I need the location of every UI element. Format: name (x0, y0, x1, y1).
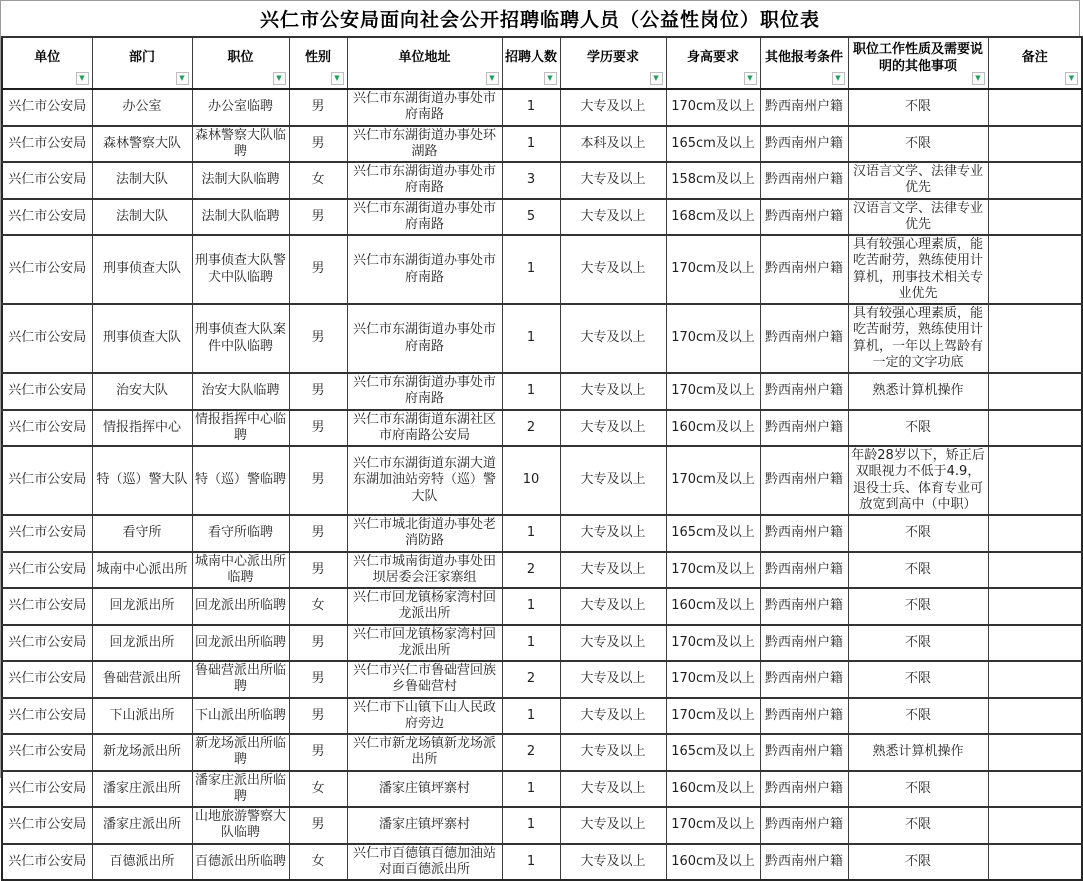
cell-job_nature: 汉语言文学、法律专业优先 (848, 162, 988, 199)
cell-address: 兴仁市回龙镇杨家湾村回龙派出所 (347, 625, 502, 662)
cell-gender: 男 (289, 661, 347, 698)
cell-other_conditions: 黔西南州户籍 (760, 235, 848, 304)
cell-other_conditions: 黔西南州户籍 (760, 162, 848, 199)
cell-remark (988, 162, 1082, 199)
column-header-label: 职位工作性质及需要说明的其他事项 (852, 42, 983, 74)
column-header-label: 单位 (34, 50, 61, 66)
filter-dropdown-icon[interactable]: ▼ (650, 72, 663, 85)
cell-other_conditions: 黔西南州户籍 (760, 588, 848, 625)
cell-height_req: 170cm及以上 (666, 373, 760, 410)
cell-headcount: 10 (502, 446, 560, 515)
cell-education: 大专及以上 (560, 625, 666, 662)
table-row (2, 126, 1082, 163)
cell-remark (988, 410, 1082, 447)
cell-height_req: 165cm及以上 (666, 515, 760, 552)
cell-gender: 女 (289, 588, 347, 625)
column-header-education (560, 37, 666, 89)
cell-headcount: 1 (502, 235, 560, 304)
cell-remark (988, 661, 1082, 698)
cell-gender: 男 (289, 552, 347, 589)
cell-unit: 兴仁市公安局 (2, 235, 92, 304)
cell-remark (988, 625, 1082, 662)
cell-height_req: 170cm及以上 (666, 446, 760, 515)
cell-education: 大专及以上 (560, 661, 666, 698)
cell-height_req: 170cm及以上 (666, 661, 760, 698)
cell-education: 大专及以上 (560, 734, 666, 771)
cell-education: 大专及以上 (560, 410, 666, 447)
table-row (2, 162, 1082, 199)
cell-remark (988, 807, 1082, 844)
cell-department: 百德派出所 (92, 844, 192, 881)
cell-unit: 兴仁市公安局 (2, 807, 92, 844)
cell-position: 回龙派出所临聘 (192, 588, 289, 625)
cell-headcount: 2 (502, 410, 560, 447)
cell-address: 兴仁市东湖街道办事处市府南路 (347, 162, 502, 199)
cell-gender: 男 (289, 807, 347, 844)
column-header-label: 职位 (227, 50, 254, 66)
cell-unit: 兴仁市公安局 (2, 162, 92, 199)
column-header-height_req (666, 37, 760, 89)
column-header-label: 备注 (1021, 50, 1048, 66)
cell-gender: 女 (289, 162, 347, 199)
cell-department: 森林警察大队 (92, 126, 192, 163)
cell-other_conditions: 黔西南州户籍 (760, 844, 848, 881)
cell-height_req: 160cm及以上 (666, 410, 760, 447)
cell-unit: 兴仁市公安局 (2, 771, 92, 808)
cell-headcount: 2 (502, 661, 560, 698)
table-row (2, 89, 1082, 126)
table-row (2, 661, 1082, 698)
column-header-label: 招聘人数 (504, 50, 557, 66)
cell-education: 大专及以上 (560, 304, 666, 373)
cell-unit: 兴仁市公安局 (2, 552, 92, 589)
cell-position: 潘家庄派出所临聘 (192, 771, 289, 808)
cell-department: 潘家庄派出所 (92, 771, 192, 808)
cell-unit: 兴仁市公安局 (2, 304, 92, 373)
cell-unit: 兴仁市公安局 (2, 446, 92, 515)
filter-dropdown-icon[interactable]: ▼ (972, 72, 985, 85)
cell-headcount: 1 (502, 625, 560, 662)
table-row (2, 844, 1082, 881)
cell-height_req: 158cm及以上 (666, 162, 760, 199)
cell-position: 刑事侦查大队案件中队临聘 (192, 304, 289, 373)
cell-job_nature: 不限 (848, 126, 988, 163)
cell-other_conditions: 黔西南州户籍 (760, 373, 848, 410)
table-header-row (2, 37, 1082, 89)
table-row (2, 373, 1082, 410)
table-row (2, 515, 1082, 552)
cell-position: 刑事侦查大队警犬中队临聘 (192, 235, 289, 304)
cell-headcount: 2 (502, 734, 560, 771)
cell-position: 治安大队临聘 (192, 373, 289, 410)
table-row (2, 625, 1082, 662)
cell-remark (988, 446, 1082, 515)
column-header-address (347, 37, 502, 89)
cell-position: 特（巡）警临聘 (192, 446, 289, 515)
cell-education: 本科及以上 (560, 126, 666, 163)
cell-remark (988, 552, 1082, 589)
cell-department: 情报指挥中心 (92, 410, 192, 447)
cell-position: 森林警察大队临聘 (192, 126, 289, 163)
cell-headcount: 1 (502, 771, 560, 808)
cell-unit: 兴仁市公安局 (2, 625, 92, 662)
cell-position: 城南中心派出所临聘 (192, 552, 289, 589)
cell-address: 兴仁市城北街道办事处老消防路 (347, 515, 502, 552)
cell-unit: 兴仁市公安局 (2, 661, 92, 698)
cell-headcount: 1 (502, 588, 560, 625)
table-row (2, 446, 1082, 515)
cell-other_conditions: 黔西南州户籍 (760, 89, 848, 126)
cell-unit: 兴仁市公安局 (2, 588, 92, 625)
cell-headcount: 5 (502, 199, 560, 236)
filter-dropdown-icon[interactable]: ▼ (331, 72, 344, 85)
cell-address: 兴仁市东湖街道东湖社区市府南路公安局 (347, 410, 502, 447)
cell-gender: 男 (289, 235, 347, 304)
cell-address: 兴仁市兴仁市鲁础营回族乡鲁础营村 (347, 661, 502, 698)
cell-education: 大专及以上 (560, 807, 666, 844)
cell-other_conditions: 黔西南州户籍 (760, 199, 848, 236)
cell-position: 法制大队临聘 (192, 162, 289, 199)
cell-education: 大专及以上 (560, 698, 666, 735)
cell-other_conditions: 黔西南州户籍 (760, 304, 848, 373)
table-row (2, 199, 1082, 236)
cell-headcount: 3 (502, 162, 560, 199)
cell-other_conditions: 黔西南州户籍 (760, 771, 848, 808)
column-header-remark (988, 37, 1082, 89)
cell-department: 刑事侦查大队 (92, 304, 192, 373)
cell-remark (988, 89, 1082, 126)
table-row (2, 410, 1082, 447)
cell-address: 兴仁市东湖街道办事处市府南路 (347, 89, 502, 126)
cell-headcount: 1 (502, 126, 560, 163)
table-row (2, 807, 1082, 844)
filter-dropdown-icon[interactable]: ▼ (1065, 72, 1078, 85)
cell-unit: 兴仁市公安局 (2, 89, 92, 126)
cell-other_conditions: 黔西南州户籍 (760, 515, 848, 552)
cell-department: 治安大队 (92, 373, 192, 410)
cell-position: 下山派出所临聘 (192, 698, 289, 735)
cell-gender: 男 (289, 698, 347, 735)
cell-unit: 兴仁市公安局 (2, 410, 92, 447)
cell-gender: 男 (289, 446, 347, 515)
cell-headcount: 1 (502, 373, 560, 410)
filter-dropdown-icon[interactable]: ▼ (273, 72, 286, 85)
column-header-gender (289, 37, 347, 89)
cell-department: 特（巡）警大队 (92, 446, 192, 515)
cell-other_conditions: 黔西南州户籍 (760, 698, 848, 735)
cell-education: 大专及以上 (560, 162, 666, 199)
cell-address: 兴仁市东湖街道办事处环湖路 (347, 126, 502, 163)
cell-unit: 兴仁市公安局 (2, 373, 92, 410)
cell-job_nature: 具有较强心理素质，能吃苦耐劳，熟练使用计算机，一年以上驾龄有一定的文字功底 (848, 304, 988, 373)
cell-position: 回龙派出所临聘 (192, 625, 289, 662)
cell-education: 大专及以上 (560, 552, 666, 589)
cell-address: 潘家庄镇坪寨村 (347, 807, 502, 844)
cell-gender: 男 (289, 199, 347, 236)
cell-headcount: 1 (502, 89, 560, 126)
cell-remark (988, 235, 1082, 304)
cell-job_nature: 不限 (848, 89, 988, 126)
filter-dropdown-icon[interactable]: ▼ (832, 72, 845, 85)
cell-job_nature: 不限 (848, 552, 988, 589)
column-header-other_conditions (760, 37, 848, 89)
cell-remark (988, 844, 1082, 881)
cell-height_req: 170cm及以上 (666, 698, 760, 735)
cell-department: 城南中心派出所 (92, 552, 192, 589)
filter-dropdown-icon[interactable]: ▼ (76, 72, 89, 85)
cell-gender: 男 (289, 89, 347, 126)
cell-gender: 女 (289, 844, 347, 881)
cell-gender: 男 (289, 373, 347, 410)
cell-other_conditions: 黔西南州户籍 (760, 661, 848, 698)
cell-department: 办公室 (92, 89, 192, 126)
cell-job_nature: 不限 (848, 625, 988, 662)
cell-headcount: 1 (502, 304, 560, 373)
cell-remark (988, 698, 1082, 735)
cell-remark (988, 126, 1082, 163)
cell-remark (988, 199, 1082, 236)
cell-address: 兴仁市新龙场镇新龙场派出所 (347, 734, 502, 771)
column-header-department (92, 37, 192, 89)
cell-remark (988, 304, 1082, 373)
cell-education: 大专及以上 (560, 199, 666, 236)
cell-address: 兴仁市东湖街道办事处市府南路 (347, 373, 502, 410)
cell-headcount: 1 (502, 844, 560, 881)
column-header-headcount (502, 37, 560, 89)
column-header-label: 学历要求 (586, 50, 639, 66)
cell-gender: 男 (289, 734, 347, 771)
cell-job_nature: 不限 (848, 588, 988, 625)
column-header-position (192, 37, 289, 89)
cell-job_nature: 熟悉计算机操作 (848, 373, 988, 410)
cell-address: 兴仁市东湖街道办事处市府南路 (347, 304, 502, 373)
cell-job_nature: 年龄28岁以下，矫正后双眼视力不低于4.9，退役士兵、体育专业可放宽到高中（中职） (848, 446, 988, 515)
column-header-job_nature (848, 37, 988, 89)
table-row (2, 771, 1082, 808)
cell-job_nature: 具有较强心理素质，能吃苦耐劳，熟练使用计算机，刑事技术相关专业优先 (848, 235, 988, 304)
page-title: 兴仁市公安局面向社会公开招聘临聘人员（公益性岗位）职位表 (259, 9, 820, 31)
cell-address: 兴仁市东湖街道办事处市府南路 (347, 235, 502, 304)
cell-position: 山地旅游警察大队临聘 (192, 807, 289, 844)
cell-height_req: 165cm及以上 (666, 126, 760, 163)
cell-remark (988, 588, 1082, 625)
cell-other_conditions: 黔西南州户籍 (760, 734, 848, 771)
cell-height_req: 160cm及以上 (666, 771, 760, 808)
cell-gender: 男 (289, 410, 347, 447)
cell-height_req: 170cm及以上 (666, 625, 760, 662)
cell-address: 兴仁市下山镇下山人民政府旁边 (347, 698, 502, 735)
cell-gender: 男 (289, 304, 347, 373)
cell-headcount: 1 (502, 807, 560, 844)
cell-remark (988, 373, 1082, 410)
cell-department: 法制大队 (92, 162, 192, 199)
cell-department: 法制大队 (92, 199, 192, 236)
cell-education: 大专及以上 (560, 588, 666, 625)
cell-department: 新龙场派出所 (92, 734, 192, 771)
cell-education: 大专及以上 (560, 515, 666, 552)
table-row (2, 304, 1082, 373)
cell-unit: 兴仁市公安局 (2, 515, 92, 552)
cell-gender: 女 (289, 771, 347, 808)
filter-dropdown-icon[interactable]: ▼ (544, 72, 557, 85)
cell-position: 百德派出所临聘 (192, 844, 289, 881)
cell-other_conditions: 黔西南州户籍 (760, 807, 848, 844)
cell-job_nature: 不限 (848, 771, 988, 808)
filter-dropdown-icon[interactable]: ▼ (744, 72, 757, 85)
cell-job_nature: 不限 (848, 698, 988, 735)
cell-department: 看守所 (92, 515, 192, 552)
column-header-label: 其他报考条件 (764, 50, 843, 66)
cell-height_req: 170cm及以上 (666, 235, 760, 304)
cell-department: 潘家庄派出所 (92, 807, 192, 844)
cell-remark (988, 734, 1082, 771)
cell-gender: 男 (289, 515, 347, 552)
cell-position: 鲁础营派出所临聘 (192, 661, 289, 698)
cell-department: 下山派出所 (92, 698, 192, 735)
column-header-unit (2, 37, 92, 89)
cell-gender: 男 (289, 126, 347, 163)
cell-height_req: 160cm及以上 (666, 588, 760, 625)
cell-department: 回龙派出所 (92, 625, 192, 662)
filter-dropdown-icon[interactable]: ▼ (486, 72, 499, 85)
cell-address: 兴仁市东湖街道东湖大道东湖加油站旁特（巡）警大队 (347, 446, 502, 515)
cell-position: 办公室临聘 (192, 89, 289, 126)
cell-gender: 男 (289, 625, 347, 662)
cell-height_req: 170cm及以上 (666, 304, 760, 373)
cell-height_req: 160cm及以上 (666, 844, 760, 881)
table-row (2, 734, 1082, 771)
cell-other_conditions: 黔西南州户籍 (760, 446, 848, 515)
cell-job_nature: 不限 (848, 515, 988, 552)
cell-remark (988, 771, 1082, 808)
table-row (2, 698, 1082, 735)
cell-position: 情报指挥中心临聘 (192, 410, 289, 447)
cell-address: 潘家庄镇坪寨村 (347, 771, 502, 808)
cell-education: 大专及以上 (560, 235, 666, 304)
job-position-table (1, 36, 1083, 881)
cell-department: 刑事侦查大队 (92, 235, 192, 304)
cell-department: 回龙派出所 (92, 588, 192, 625)
cell-education: 大专及以上 (560, 844, 666, 881)
cell-unit: 兴仁市公安局 (2, 844, 92, 881)
cell-job_nature: 不限 (848, 844, 988, 881)
cell-remark (988, 515, 1082, 552)
cell-height_req: 170cm及以上 (666, 89, 760, 126)
cell-education: 大专及以上 (560, 446, 666, 515)
cell-position: 法制大队临聘 (192, 199, 289, 236)
cell-unit: 兴仁市公安局 (2, 698, 92, 735)
cell-height_req: 170cm及以上 (666, 552, 760, 589)
table-row (2, 588, 1082, 625)
cell-other_conditions: 黔西南州户籍 (760, 625, 848, 662)
cell-headcount: 1 (502, 698, 560, 735)
cell-headcount: 1 (502, 515, 560, 552)
cell-education: 大专及以上 (560, 771, 666, 808)
cell-height_req: 168cm及以上 (666, 199, 760, 236)
cell-job_nature: 不限 (848, 661, 988, 698)
cell-position: 看守所临聘 (192, 515, 289, 552)
cell-other_conditions: 黔西南州户籍 (760, 126, 848, 163)
cell-address: 兴仁市东湖街道办事处市府南路 (347, 199, 502, 236)
cell-education: 大专及以上 (560, 89, 666, 126)
cell-other_conditions: 黔西南州户籍 (760, 410, 848, 447)
column-header-label: 性别 (304, 50, 331, 66)
cell-job_nature: 熟悉计算机操作 (848, 734, 988, 771)
cell-address: 兴仁市百德镇百德加油站对面百德派出所 (347, 844, 502, 881)
cell-address: 兴仁市回龙镇杨家湾村回龙派出所 (347, 588, 502, 625)
cell-headcount: 2 (502, 552, 560, 589)
cell-job_nature: 不限 (848, 410, 988, 447)
cell-unit: 兴仁市公安局 (2, 199, 92, 236)
cell-address: 兴仁市城南街道办事处田坝居委会汪家寨组 (347, 552, 502, 589)
cell-height_req: 165cm及以上 (666, 734, 760, 771)
cell-department: 鲁础营派出所 (92, 661, 192, 698)
cell-unit: 兴仁市公安局 (2, 126, 92, 163)
cell-job_nature: 不限 (848, 807, 988, 844)
column-header-label: 部门 (128, 50, 155, 66)
cell-job_nature: 汉语言文学、法律专业优先 (848, 199, 988, 236)
table-row (2, 235, 1082, 304)
cell-unit: 兴仁市公安局 (2, 734, 92, 771)
filter-dropdown-icon[interactable]: ▼ (176, 72, 189, 85)
cell-education: 大专及以上 (560, 373, 666, 410)
table-row (2, 552, 1082, 589)
cell-other_conditions: 黔西南州户籍 (760, 552, 848, 589)
cell-height_req: 170cm及以上 (666, 807, 760, 844)
column-header-label: 身高要求 (686, 50, 739, 66)
cell-position: 新龙场派出所临聘 (192, 734, 289, 771)
column-header-label: 单位地址 (398, 50, 451, 66)
